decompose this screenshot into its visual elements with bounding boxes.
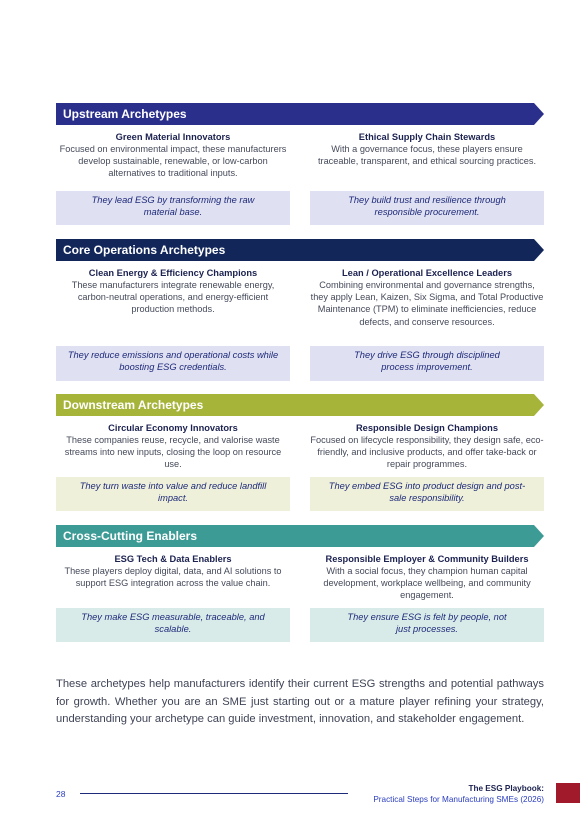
- footer-divider: [80, 793, 348, 794]
- archetype-column: [56, 547, 290, 602]
- section-downstream: [56, 394, 544, 471]
- archetype-description: These companies reuse, recycle, and valorise waste streams into new inputs, closing the loop on resource use.: [64, 435, 282, 470]
- archetype-title: Ethical Supply Chain Stewards: [358, 132, 496, 142]
- archetype-callout: They make ESG measurable, traceable, and scalable.: [56, 608, 290, 642]
- archetype-description: With a governance focus, these players ensure traceable, transparent, and ethical sourcing practices.: [317, 144, 537, 167]
- archetype-callout: They embed ESG into product design and post-sale responsibility.: [310, 477, 544, 511]
- archetype-column: [310, 547, 544, 602]
- section-banner: Upstream Archetypes: [56, 103, 534, 125]
- corner-accent-block: [556, 783, 580, 803]
- archetype-column: [310, 416, 544, 471]
- footer-title: The ESG Playbook:: [468, 784, 544, 793]
- archetype-description: These manufacturers integrate renewable energy, carbon-neutral operations, and energy-efficient production methods.: [71, 280, 275, 315]
- archetype-description: With a social focus, they champion human capital development, workplace wellbeing, and community engagement.: [323, 566, 531, 601]
- section-upstream: [56, 103, 544, 180]
- archetype-column: [310, 261, 544, 328]
- archetype-title: Clean Energy & Efficiency Champions: [88, 268, 258, 278]
- section-banner: Core Operations Archetypes: [56, 239, 534, 261]
- archetype-title: Circular Economy Innovators: [108, 423, 238, 433]
- section-cross-cutting: [56, 525, 544, 602]
- archetype-column: [310, 125, 544, 180]
- archetype-description: Focused on lifecycle responsibility, they design safe, eco-friendly, and inclusive products, and offer take-back or repair programmes.: [310, 435, 544, 470]
- section-banner: Cross-Cutting Enablers: [56, 525, 534, 547]
- archetype-description: Focused on environmental impact, these manufacturers develop sustainable, renewable, or low-carbon alternatives to traditional inputs.: [59, 144, 287, 179]
- archetype-description: These players deploy digital, data, and AI solutions to support ESG integration across the value chain.: [64, 566, 282, 589]
- summary-paragraph: These archetypes help manufacturers identify their current ESG strengths and potential pathways for growth. Whether you are an SME just starting out or a mature player refining your strategy, understanding your archetype can guide investment, innovation, and stakeholder engagement.: [56, 678, 544, 725]
- footer-subtitle: Practical Steps for Manufacturing SMEs (2026): [373, 795, 544, 804]
- archetype-description: Combining environmental and governance strengths, they apply Lean, Kaizen, Six Sigma, and Total Productive Maintenance (TPM) to eliminate inefficiencies, reduce defects, and conserve resources.: [310, 280, 544, 327]
- archetype-callout: They reduce emissions and operational costs while boosting ESG credentials.: [56, 346, 290, 381]
- archetype-callout: They build trust and resilience through responsible procurement.: [310, 191, 544, 225]
- archetype-title: ESG Tech & Data Enablers: [114, 554, 232, 564]
- archetype-title: Green Material Innovators: [115, 132, 231, 142]
- section-banner: Downstream Archetypes: [56, 394, 534, 416]
- archetype-callout: They turn waste into value and reduce landfill impact.: [56, 477, 290, 511]
- archetype-title: Responsible Design Champions: [355, 423, 499, 433]
- archetype-title: Responsible Employer & Community Builders: [325, 554, 529, 564]
- section-core-operations: [56, 239, 544, 328]
- archetype-callout: They drive ESG through disciplined process improvement.: [310, 346, 544, 381]
- page-number: 28: [56, 789, 66, 799]
- archetype-callout: They lead ESG by transforming the raw material base.: [56, 191, 290, 225]
- archetype-column: [56, 416, 290, 471]
- footer-publication: [373, 783, 544, 805]
- archetype-column: [56, 125, 290, 180]
- archetype-column: [56, 261, 290, 328]
- archetype-title: Lean / Operational Excellence Leaders: [342, 268, 512, 278]
- archetype-callout: They ensure ESG is felt by people, not just processes.: [310, 608, 544, 642]
